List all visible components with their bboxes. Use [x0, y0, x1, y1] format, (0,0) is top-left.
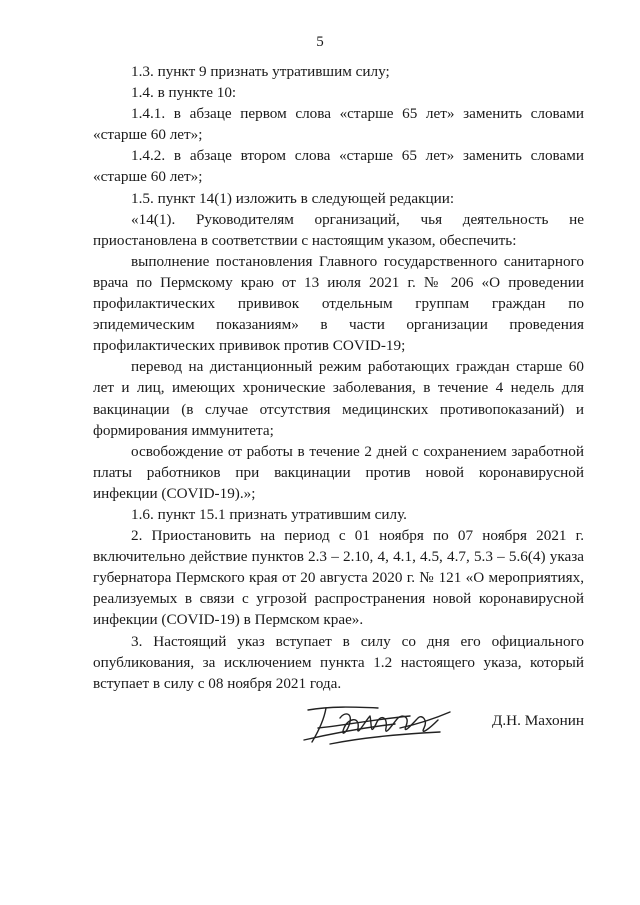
paragraph-paid-leave: освобождение от работы в течение 2 дней с сохранением заработной платы работников при вакцинации против новой коронавирусной инфекции (COVID-19).»;	[93, 442, 584, 502]
paragraph-1-4-2: 1.4.2. в абзаце втором слова «старше 65 лет» заменить словами «старше 60 лет»;	[93, 147, 584, 186]
paragraph-1-4: 1.4. в пункте 10:	[131, 84, 237, 102]
signer-name: Д.Н. Махонин	[492, 712, 584, 729]
signature-block	[300, 698, 590, 758]
paragraph-remote-work: перевод на дистанционный режим работающих граждан старше 60 лет и лиц, имеющих хронические заболевания, в течение 4 недель для вакцинации (в случае отсутствия медицинских противопоказаний) и формирования иммунитета;	[93, 358, 584, 439]
paragraph-3: 3. Настоящий указ вступает в силу со дня его официального опубликования, за исключением пункта 1.2 настоящего указа, который вступает в силу с 08 ноября 2021 года.	[93, 632, 584, 692]
paragraph-vaccination-order: выполнение постановления Главного государственного санитарного врача по Пермскому краю от 13 июля 2021 г. № 206 «О проведении профилактических прививок отдельным группам граждан по эпидемическим показаниям» в части организации проведения профилактических прививок против COVID-19;	[93, 252, 584, 355]
paragraph-14-1: «14(1). Руководителям организаций, чья деятельность не приостановлена в соответствии с настоящим указом, обеспечить:	[93, 210, 584, 249]
document-body	[93, 61, 584, 694]
page-number: 5	[316, 34, 324, 50]
paragraph-2: 2. Приостановить на период с 01 ноября по 07 ноября 2021 г. включительно действие пунктов 2.3 – 2.10, 4, 4.1, 4.5, 4.7, 5.3 – 5.6(4) указа губернатора Пермского края от 20 августа 2020 г. № 121 «О мероприятиях, реализуемых в связи с угрозой распространения новой коронавирусной инфекции (COVID-19) в Пермском крае».	[93, 527, 584, 629]
paragraph-1-6: 1.6. пункт 15.1 признать утратившим силу.	[131, 505, 407, 523]
paragraph-1-5: 1.5. пункт 14(1) изложить в следующей редакции:	[131, 189, 455, 207]
handwritten-signature-icon	[300, 698, 460, 750]
paragraph-1-4-1: 1.4.1. в абзаце первом слова «старше 65 лет» заменить словами «старше 60 лет»;	[93, 105, 584, 144]
paragraph-1-3: 1.3. пункт 9 признать утратившим силу;	[131, 63, 390, 80]
